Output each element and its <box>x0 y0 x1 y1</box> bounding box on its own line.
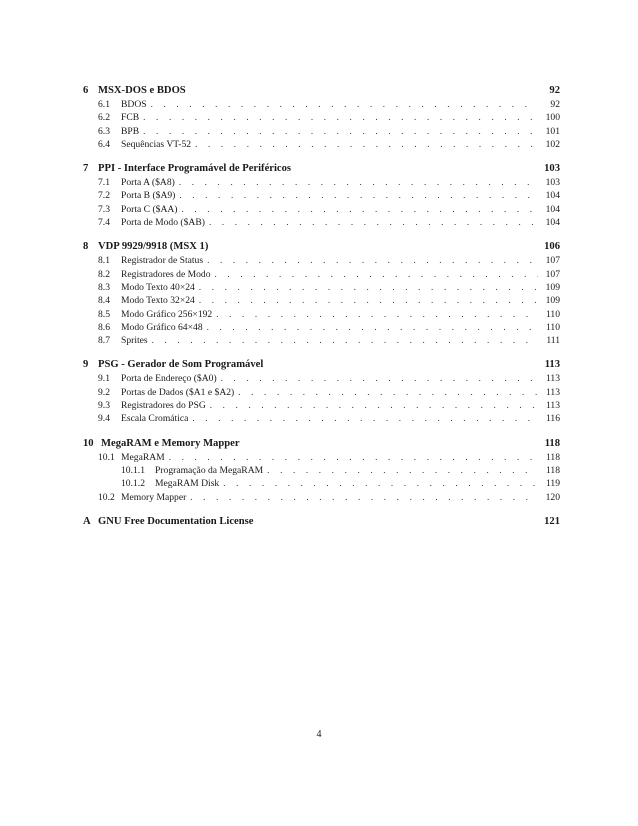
entry-page: 110 <box>545 308 560 320</box>
entry-page: 109 <box>545 295 560 307</box>
toc-entry[interactable] <box>83 176 560 189</box>
dot-leader <box>143 125 538 138</box>
dot-leader <box>216 308 538 321</box>
entry-title: Modo Gráfico 256×192 <box>121 308 213 320</box>
dot-leader <box>195 138 538 151</box>
entry-title: Porta C ($AA) <box>121 203 178 215</box>
dot-leader <box>209 216 538 229</box>
entry-page: 100 <box>545 112 560 124</box>
toc-chapter-heading[interactable] <box>83 515 560 529</box>
chapter-page: 121 <box>544 515 560 527</box>
toc-entry[interactable] <box>83 254 560 267</box>
chapter-page: 106 <box>544 241 560 253</box>
chapter-title: MSX-DOS e BDOS <box>98 85 186 96</box>
toc-chapter-9 <box>83 358 560 425</box>
toc-appendix-a <box>83 515 560 529</box>
entry-number: 10.1.2 <box>121 478 145 490</box>
entry-page: 102 <box>545 138 560 150</box>
dot-leader <box>215 268 538 281</box>
entry-page: 92 <box>550 99 560 110</box>
entry-page: 107 <box>545 255 560 267</box>
dot-leader <box>143 111 538 124</box>
entry-title: Porta de Modo ($AB) <box>121 217 205 229</box>
entry-title: Memory Mapper <box>121 491 187 503</box>
entry-title: Portas de Dados ($A1 e $A2) <box>121 386 235 398</box>
chapter-title: PPI - Interface Programável de Periféricos <box>98 163 292 175</box>
toc-subentry[interactable] <box>83 464 560 477</box>
toc-chapter-heading[interactable] <box>83 358 560 372</box>
entry-page: 103 <box>545 177 560 189</box>
toc-entry[interactable] <box>83 321 560 334</box>
dot-leader <box>223 477 538 490</box>
entry-page: 113 <box>545 373 560 385</box>
toc-entry[interactable] <box>83 451 560 464</box>
entry-page: 113 <box>545 386 560 398</box>
chapter-number: 7 <box>83 163 89 175</box>
entry-title: Programação da MegaRAM <box>155 464 264 476</box>
dot-leader <box>151 98 538 111</box>
entry-title: MegaRAM Disk <box>155 478 220 490</box>
entry-page: 101 <box>545 125 560 137</box>
entry-number: 7.2 <box>98 190 110 202</box>
chapter-number: 10 <box>83 437 94 449</box>
dot-leader <box>152 334 538 347</box>
entry-title: FCB <box>121 112 140 124</box>
toc-chapter-10 <box>83 437 560 504</box>
entry-title: Registradores de Modo <box>121 268 211 280</box>
toc-chapter-heading[interactable] <box>83 437 560 451</box>
entry-title: Registradores do PSG <box>121 400 206 412</box>
chapter-number: A <box>83 515 91 527</box>
entry-number: 9.2 <box>98 386 110 398</box>
entry-title: Sequências VT-52 <box>121 138 192 150</box>
entry-number: 10.2 <box>98 491 115 503</box>
entry-page: 107 <box>545 268 560 280</box>
toc-entry[interactable] <box>83 189 560 202</box>
entry-title: Sprites <box>121 335 148 347</box>
toc-chapter-8 <box>83 240 560 347</box>
entry-page: 111 <box>546 335 560 347</box>
toc-chapter-6 <box>83 84 560 151</box>
chapter-title: PSG - Gerador de Som Programável <box>98 359 264 371</box>
entry-page: 113 <box>545 400 560 412</box>
entry-number: 8.1 <box>98 255 110 267</box>
dot-leader <box>192 412 538 425</box>
toc-entry[interactable] <box>83 412 560 425</box>
toc-entry[interactable] <box>83 399 560 412</box>
table-of-contents <box>83 84 560 540</box>
chapter-number: 9 <box>83 359 89 371</box>
entry-page: 119 <box>545 478 560 490</box>
chapter-number: 8 <box>83 241 89 253</box>
chapter-page: 118 <box>544 437 560 449</box>
toc-entry[interactable] <box>83 281 560 294</box>
toc-entry[interactable] <box>83 98 560 111</box>
entry-number: 7.4 <box>98 217 110 229</box>
entry-page: 104 <box>545 203 560 215</box>
entry-number: 8.2 <box>98 268 110 280</box>
toc-entry[interactable] <box>83 294 560 307</box>
entry-number: 8.7 <box>98 335 110 347</box>
dot-leader <box>190 491 538 504</box>
entry-title: BPB <box>121 125 140 137</box>
dot-leader <box>182 203 539 216</box>
entry-page: 118 <box>545 464 560 476</box>
chapter-title: VDP 9929/9918 (MSX 1) <box>98 241 209 253</box>
chapter-page: 113 <box>544 359 560 371</box>
entry-title: Registrador de Status <box>121 255 204 267</box>
toc-entry[interactable] <box>83 125 560 138</box>
toc-subentry[interactable] <box>83 477 560 490</box>
dot-leader <box>179 176 538 189</box>
dot-leader <box>199 294 538 307</box>
entry-page: 118 <box>545 451 560 463</box>
toc-entry[interactable] <box>83 308 560 321</box>
entry-page: 116 <box>545 413 560 425</box>
toc-chapter-7 <box>83 162 560 229</box>
dot-leader <box>207 254 538 267</box>
entry-title: Modo Texto 32×24 <box>121 295 195 307</box>
toc-entry[interactable] <box>83 111 560 124</box>
chapter-title: MegaRAM e Memory Mapper <box>101 437 240 449</box>
toc-entry[interactable] <box>83 386 560 399</box>
entry-number: 8.3 <box>98 281 110 293</box>
page-number: 4 <box>316 729 322 740</box>
entry-title: Modo Texto 40×24 <box>121 281 195 293</box>
entry-number: 6.1 <box>98 99 110 110</box>
dot-leader <box>169 451 538 464</box>
toc-entry[interactable] <box>83 491 560 504</box>
entry-page: 104 <box>545 217 560 229</box>
toc-entry[interactable] <box>83 216 560 229</box>
toc-chapter-heading[interactable] <box>83 240 560 254</box>
dot-leader <box>221 372 538 385</box>
toc-chapter-heading[interactable] <box>83 84 560 98</box>
entry-number: 8.5 <box>98 308 110 320</box>
entry-page: 109 <box>545 281 560 293</box>
entry-number: 7.3 <box>98 203 110 215</box>
dot-leader <box>199 281 538 294</box>
entry-number: 9.1 <box>98 373 110 385</box>
entry-number: 7.1 <box>98 177 110 189</box>
entry-number: 10.1.1 <box>121 464 145 476</box>
entry-number: 6.4 <box>98 138 110 150</box>
entry-title: Porta A ($A8) <box>121 177 175 189</box>
entry-page: 104 <box>545 190 560 202</box>
entry-number: 6.2 <box>98 112 110 124</box>
chapter-number: 6 <box>83 85 89 96</box>
dot-leader <box>179 189 538 202</box>
toc-entry[interactable] <box>83 138 560 151</box>
entry-number: 6.3 <box>98 125 110 137</box>
entry-number: 9.3 <box>98 400 110 412</box>
dot-leader <box>267 464 538 477</box>
chapter-page: 103 <box>544 163 560 175</box>
entry-number: 9.4 <box>98 413 110 425</box>
entry-title: Modo Gráfico 64×48 <box>121 321 203 333</box>
toc-entry[interactable] <box>83 203 560 216</box>
toc-entry[interactable] <box>83 268 560 281</box>
entry-title: MegaRAM <box>121 451 165 463</box>
entry-title: Porta B ($A9) <box>121 190 176 202</box>
entry-title: Porta de Endereço ($A0) <box>121 373 217 385</box>
dot-leader <box>210 399 538 412</box>
entry-title: Escala Cromática <box>121 413 189 425</box>
toc-entry[interactable] <box>83 372 560 385</box>
entry-page: 110 <box>545 321 560 333</box>
entry-number: 10.1 <box>98 451 115 463</box>
toc-entry[interactable] <box>83 334 560 347</box>
entry-page: 120 <box>545 491 560 503</box>
entry-number: 8.4 <box>98 295 110 307</box>
dot-leader <box>207 321 538 334</box>
chapter-page: 92 <box>549 85 560 96</box>
entry-number: 8.6 <box>98 321 110 333</box>
toc-chapter-heading[interactable] <box>83 162 560 176</box>
entry-title: BDOS <box>121 99 147 110</box>
dot-leader <box>238 386 538 399</box>
chapter-title: GNU Free Documentation License <box>98 515 254 527</box>
